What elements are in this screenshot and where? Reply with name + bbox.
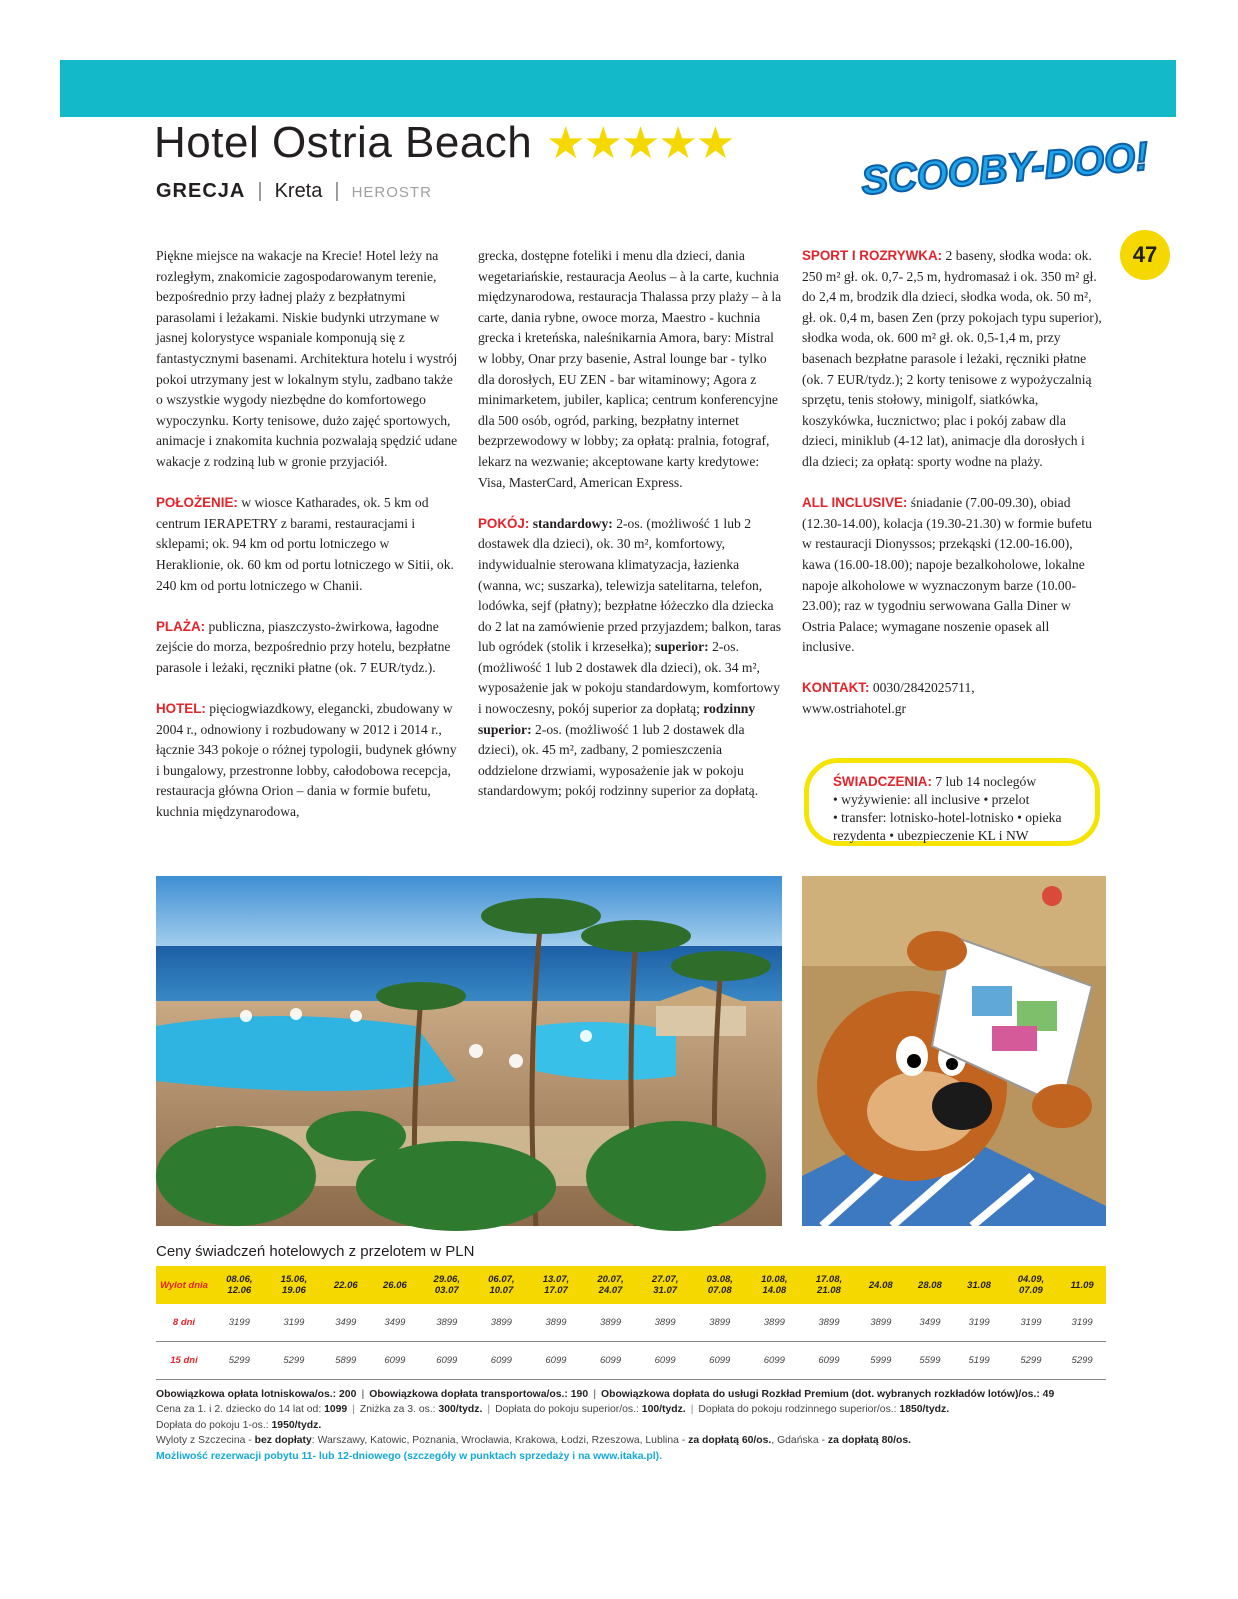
room-type-label: standardowy:	[529, 515, 613, 531]
price-cell: 3499	[321, 1304, 370, 1342]
note-label: Dopłata do pokoju superior/os.:	[495, 1404, 642, 1416]
departure-date-cell	[638, 1266, 693, 1304]
departure-date-cell	[1004, 1266, 1059, 1304]
price-cell: 3199	[1058, 1304, 1106, 1342]
date-line: 17.07	[544, 1285, 568, 1296]
section-heading: PLAŻA:	[156, 618, 206, 634]
date-line: 26.06	[383, 1279, 407, 1291]
price-cell: 3899	[802, 1304, 857, 1342]
price-cell: 5199	[955, 1342, 1004, 1380]
note-label: Dopłata do pokoju 1-os.:	[156, 1419, 272, 1431]
region-label: Kreta	[274, 180, 323, 202]
note-label: Cena za 1. i 2. dziecko do 14 lat od:	[156, 1404, 325, 1416]
date-line: 07.08	[707, 1285, 732, 1296]
benefits-line: • transfer: lotnisko-hotel-lotnisko • opieka	[833, 810, 1062, 825]
price-cell: 6099	[583, 1342, 638, 1380]
note-value: bez dopłaty	[254, 1435, 312, 1447]
note-value: za dopłatą 80/os.	[827, 1435, 912, 1447]
duration-label: 8 dni	[156, 1304, 212, 1342]
page-number-badge: 47	[1120, 230, 1170, 280]
date-line: 31.07	[653, 1285, 678, 1296]
price-cell: 3899	[692, 1304, 747, 1342]
date-line: 15.06,	[280, 1274, 308, 1285]
date-line: 17.08,	[815, 1274, 843, 1285]
section-text: pięciogwiazdkowy, elegancki, zbudowany w 2004 r., odnowiony i rozbudowany w 2012 i 2014 r., łącznie 343 pokoje o różnej typologii, budynek główny i bungalowy, przestronne lobby, całodobowa recepcja, restauracja główna Orion – dania w formie bufetu, kuchnia międzynarodowa,	[156, 701, 457, 820]
price-table-header-row	[156, 1266, 1106, 1304]
separator: |	[334, 180, 340, 202]
date-line: 28.08	[918, 1279, 942, 1291]
departure-date-cell	[747, 1266, 802, 1304]
date-line: 21.08	[817, 1285, 841, 1296]
departure-date-cell	[905, 1266, 954, 1304]
date-line: 29.06,	[433, 1274, 460, 1285]
star-rating: ★★★★★	[546, 118, 734, 169]
date-line: 31.08	[967, 1279, 991, 1291]
date-line: 27.07,	[651, 1274, 679, 1285]
price-cell: 5999	[856, 1342, 905, 1380]
contact-website[interactable]: www.ostriahotel.gr	[802, 701, 907, 717]
separator: |	[690, 1404, 694, 1416]
country-label: GRECJA	[156, 180, 246, 202]
departure-date-cell	[955, 1266, 1004, 1304]
departure-date-label: Wylot dnia	[156, 1266, 212, 1304]
text-column-3	[802, 246, 1104, 740]
text-column-1	[156, 246, 458, 843]
note-label: Wyloty z Szczecina -	[156, 1435, 255, 1447]
price-cell: 3899	[583, 1304, 638, 1342]
departure-date-cell	[1058, 1266, 1106, 1304]
date-line: 07.09	[1019, 1285, 1043, 1296]
price-cell: 3199	[955, 1304, 1004, 1342]
separator: |	[487, 1404, 491, 1416]
contact-section	[802, 678, 1104, 719]
date-line: 08.06,	[226, 1274, 253, 1285]
separator: |	[257, 180, 263, 202]
booking-info-line[interactable]: Możliwość rezerwacji pobytu 11- lub 12-dniowego (szczegóły w punktach sprzedaży i na www.itaka.pl).	[156, 1450, 662, 1462]
section-heading: POŁOŻENIE:	[156, 495, 238, 511]
room-type-label: rodzinny superior:	[478, 701, 756, 737]
fee-text: Obowiązkowa dopłata do usługi Rozkład Premium (dot. wybranych rozkładów lotów)/os.: 49	[601, 1389, 1055, 1400]
departure-date-cell	[419, 1266, 474, 1304]
price-cell: 3199	[1004, 1304, 1059, 1342]
price-cell: 6099	[474, 1342, 529, 1380]
date-line: 22.06	[333, 1279, 358, 1291]
departure-date-cell	[321, 1266, 370, 1304]
section-text: 2-os. (możliwość 1 lub 2 dostawek dla dzieci), ok. 45 m², zadbany, 2 pomieszczenia oddzielone drzwiami, wyposażenie jak w pokoju standardowym; pokój rodzinny superior za dopłatą.	[478, 721, 759, 799]
departures-line	[156, 1433, 1116, 1448]
duration-label: 15 dni	[156, 1342, 212, 1380]
note-label: : Warszawy, Katowic, Poznania, Wrocławia, Krakowa, Łodzi, Rzeszowa, Lublina -	[311, 1435, 689, 1447]
location-section	[156, 493, 458, 596]
benefits-line: rezydenta • ubezpieczenie KL i NW	[833, 828, 1029, 843]
note-value: 300/tydz.	[438, 1404, 483, 1416]
price-cell: 5599	[905, 1342, 954, 1380]
separator: |	[352, 1404, 355, 1416]
note-label: Dopłata do pokoju rodzinnego superior/os.:	[698, 1404, 900, 1416]
intro-paragraph: Piękne miejsce na wakacje na Krecie! Hotel leży na rozległym, znakomicie zagospodarowanym terenie, bezpośrednio przy ładnej plaży z bezpłatnymi parasolami i leżakami. Niskie budynki utrzymane w jasnej kolorystyce wspaniale komponują się z fantastycznymi basenami. Architektura hotelu i wystrój pokoi utrzymany jest w lokalnym stylu, zadbano także o wszystkie wygody niezbędne do komfortowego wypoczynku. Korty tenisowe, dużo zajęć sportowych, animacje i znakomita kuchnia pozwalają spędzić udane wakacje z rodziną lub w gronie przyjaciół.	[156, 248, 458, 469]
mascot-reading-photo	[802, 876, 1106, 1226]
price-cell: 6099	[370, 1342, 419, 1380]
fee-text: Obowiązkowa dopłata transportowa/os.: 190	[369, 1389, 589, 1400]
benefits-text: 7 lub 14 noclegów	[931, 774, 1037, 789]
departure-date-cell	[212, 1266, 267, 1304]
section-heading: ALL INCLUSIVE:	[802, 495, 908, 511]
date-line: 19.06	[282, 1285, 306, 1296]
departure-date-cell	[856, 1266, 905, 1304]
price-cell: 5299	[1058, 1342, 1106, 1380]
fee-text: Obowiązkowa opłata lotniskowa/os.: 200	[156, 1389, 357, 1400]
note-label: Zniżka za 3. os.:	[359, 1404, 439, 1416]
separator: |	[593, 1389, 597, 1400]
section-heading: HOTEL:	[156, 701, 206, 717]
sport-section	[802, 246, 1104, 473]
price-cell: 3499	[370, 1304, 419, 1342]
location-breadcrumb	[156, 180, 432, 203]
offer-code: HEROSTR	[351, 184, 432, 201]
price-cell: 6099	[529, 1342, 584, 1380]
price-cell: 3199	[267, 1304, 322, 1342]
section-text: publiczna, piaszczysto-żwirkowa, łagodne zejście do morza, bezpośrednio przy hotelu, bezpłatne parasole i leżaki, ręczniki płatne (ok. 7 EUR/tydz.).	[156, 618, 451, 675]
date-line: 24.07	[598, 1285, 623, 1296]
hotel-pool-photo	[156, 876, 782, 1226]
date-line: 03.08,	[706, 1274, 733, 1285]
surcharge-line	[156, 1402, 1116, 1417]
note-value: za dopłatą 60/os.	[688, 1435, 772, 1447]
price-cell: 6099	[419, 1342, 474, 1380]
note-value: 1850/tydz.	[899, 1404, 950, 1416]
date-line: 04.09,	[1017, 1274, 1045, 1285]
price-cell: 3899	[419, 1304, 474, 1342]
note-value: 100/tydz.	[641, 1404, 686, 1416]
price-cell: 3899	[638, 1304, 693, 1342]
room-section	[478, 514, 782, 802]
departure-date-cell	[802, 1266, 857, 1304]
date-line: 06.07,	[488, 1274, 515, 1285]
note-label: , Gdańska -	[771, 1435, 828, 1447]
section-text: 2 baseny, słodka woda: ok. 250 m² gł. ok. 0,7- 2,5 m, hydromasaż i ok. 350 m² gł. do 2,4 m, brodzik dla dzieci, słodka woda, ok. 50 m², gł. ok. 0,4 m, basen Zen (przy pokojach typu superior), słodka woda, ok. 600 m² gł. ok. 0,5-1,4 m, przy basenach bezpłatne parasole i leżaki, ręczniki płatne (ok. 7 EUR/tydz.); 2 korty tenisowe z wypożyczalnią sprzętu, tenis stołowy, minigolf, siatkówka, koszykówka, łucznictwo; plac i pokój zabaw dla dzieci, miniklub (4-12 lat), animacje dla dorosłych i dla dzieci; za opłatą: sporty wodne na plaży.	[802, 248, 1102, 469]
price-cell: 3899	[474, 1304, 529, 1342]
note-value: 1950/tydz.	[271, 1419, 322, 1431]
room-type-label: superior:	[651, 639, 709, 655]
date-line: 11.09	[1070, 1279, 1094, 1291]
price-cell: 3199	[212, 1304, 267, 1342]
benefits-line: • wyżywienie: all inclusive • przelot	[833, 792, 1030, 807]
departure-date-cell	[267, 1266, 322, 1304]
price-cell: 3899	[529, 1304, 584, 1342]
section-heading: POKÓJ:	[478, 515, 530, 531]
departure-date-cell	[474, 1266, 529, 1304]
scooby-doo-logo	[859, 130, 1151, 207]
mandatory-fees-line	[156, 1387, 1116, 1402]
departure-date-cell	[583, 1266, 638, 1304]
price-cell: 3499	[905, 1304, 954, 1342]
price-cell: 6099	[802, 1342, 857, 1380]
price-cell: 6099	[692, 1342, 747, 1380]
date-line: 10.08,	[761, 1274, 788, 1285]
date-line: 13.07,	[542, 1274, 570, 1285]
date-line: 20.07,	[597, 1274, 624, 1285]
text-column-2	[478, 246, 782, 823]
section-text: śniadanie (7.00-09.30), obiad (12.30-14.00), kolacja (19.30-21.30) w formie bufetu w restauracji Dionyssos; przekąski (12.00-16.00), kawa (16.00-18.00); napoje bezalkoholowe, lokalne napoje alkoholowe w wyznaczonym barze (10.00-23.00); raz w tygodniu serwowana Galla Diner w Ostria Palace; wymagane noszenie opasek all inclusive.	[802, 495, 1092, 655]
price-cell: 5299	[1004, 1342, 1059, 1380]
benefits-box	[804, 758, 1100, 846]
price-row	[156, 1304, 1106, 1342]
benefits-line	[833, 773, 1095, 791]
price-table	[156, 1266, 1106, 1380]
price-cell: 3899	[856, 1304, 905, 1342]
price-cell: 5299	[267, 1342, 322, 1380]
section-text: 2-os. (możliwość 1 lub 2 dostawek dla dzieci), ok. 30 m², komfortowy, indywidualnie sterowana klimatyzacja, łazienka (wanna, wc; suszarka), telewizja satelitarna, telefon, lodówka, sejf (płatny); bezpłatne łóżeczko dla dziecka do 2 lat na zamówienie przed przyjazdem; balkon, taras lub ogródek (stolik i krzesełka);	[478, 515, 782, 655]
all-inclusive-section	[802, 493, 1104, 658]
beach-section	[156, 617, 458, 679]
top-color-bar	[60, 60, 1176, 117]
section-text: 2-os. (możliwość 1 lub 2 dostawek dla dzieci), ok. 34 m², wyposażenie jak w pokoju standardowym, komfortowy i nowoczesny, pokój superior za dopłatą;	[478, 639, 781, 717]
price-cell: 5299	[212, 1342, 267, 1380]
price-cell: 5899	[321, 1342, 370, 1380]
single-room-line	[156, 1418, 1116, 1433]
date-line: 03.07	[434, 1285, 459, 1296]
svg-text:SCOOBY-DOO!: SCOOBY-DOO!	[859, 134, 1151, 204]
price-notes	[156, 1387, 1116, 1464]
hotel-section-continued: grecka, dostępne foteliki i menu dla dzieci, dania wegetariańskie, restauracja Aeolus – à la carte, kuchnia międzynarodowa, restauracja Thalassa przy plaży – à la carte, dania rybne, owoce morza, Maestro - kuchnia grecka i kreteńska, naleśnikarnia Amora, bary: Mistral w lobby, Onar przy basenie, Astral lounge bar - tylko dla dorosłych, EU ZEN - bar witaminowy; Agora z minimarketem, jubiler, kaplica; centrum konferencyjne dla 500 osób, ogród, parking, bezpłatny internet bezprzewodowy w lobby; za opłatą: pralnia, fotograf, lekarz na wezwanie; akceptowane karty kredytowe: Visa, MasterCard, American Express.	[478, 248, 782, 490]
separator: |	[361, 1389, 365, 1400]
section-heading: ŚWIADCZENIA:	[833, 774, 932, 789]
departure-date-cell	[692, 1266, 747, 1304]
price-cell: 6099	[747, 1342, 802, 1380]
departure-date-cell	[370, 1266, 419, 1304]
section-heading: SPORT I ROZRYWKA:	[802, 248, 943, 263]
hotel-section	[156, 699, 458, 823]
note-value: 1099	[324, 1404, 348, 1416]
date-line: 24.08	[868, 1279, 893, 1291]
price-cell: 6099	[638, 1342, 693, 1380]
price-table-title: Ceny świadczeń hotelowych z przelotem w PLN	[156, 1243, 475, 1260]
price-row	[156, 1342, 1106, 1380]
date-line: 12.06	[227, 1285, 252, 1296]
section-text: w wiosce Katharades, ok. 5 km od centrum IERAPETRY z barami, restauracjami i sklepami; ok. 94 km od portu lotniczego w Heraklionie, ok. 60 km od portu lotniczego w Sitii, ok. 240 km od portu lotniczego w Chanii.	[156, 495, 454, 593]
contact-phone: 0030/2842025711,	[869, 680, 975, 696]
section-heading: KONTAKT:	[802, 680, 870, 696]
date-line: 10.07	[489, 1285, 514, 1296]
date-line: 14.08	[762, 1285, 787, 1296]
departure-date-cell	[529, 1266, 584, 1304]
price-cell: 3899	[747, 1304, 802, 1342]
page-title: Hotel Ostria Beach	[154, 118, 533, 167]
